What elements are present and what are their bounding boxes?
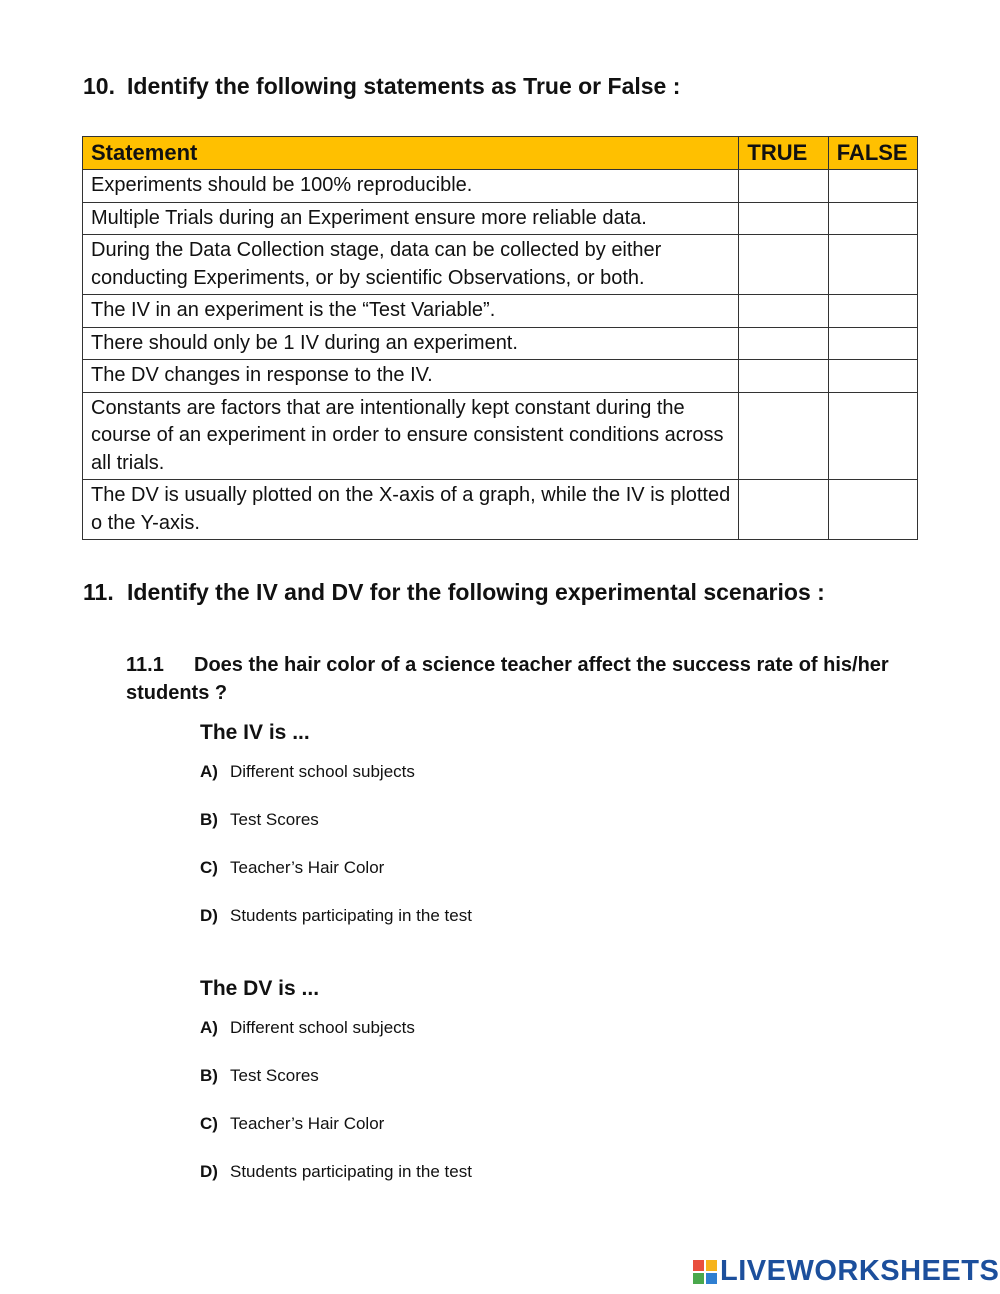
false-answer-cell[interactable]	[828, 235, 917, 295]
false-answer-cell[interactable]	[828, 202, 917, 235]
option-text: Test Scores	[230, 1066, 319, 1085]
sub-question-11-1	[126, 651, 956, 707]
dv-option-c[interactable]	[200, 1114, 384, 1134]
true-answer-cell[interactable]	[739, 170, 828, 203]
sub-question-number: 11.1	[126, 654, 164, 676]
iv-prompt: The IV is ...	[200, 721, 310, 744]
option-text: Different school subjects	[230, 1018, 415, 1037]
false-header: FALSE	[828, 137, 917, 170]
option-text: Different school subjects	[230, 762, 415, 781]
false-answer-cell[interactable]	[828, 327, 917, 360]
false-answer-cell[interactable]	[828, 392, 917, 480]
false-answer-cell[interactable]	[828, 170, 917, 203]
statement-cell: Experiments should be 100% reproducible.	[83, 170, 739, 203]
dv-prompt: The DV is ...	[200, 977, 320, 1000]
false-answer-cell[interactable]	[828, 295, 917, 328]
table-row	[83, 392, 918, 480]
option-text: Test Scores	[230, 810, 319, 829]
table-row	[83, 202, 918, 235]
dv-option-b[interactable]	[200, 1066, 319, 1086]
statement-header: Statement	[83, 137, 739, 170]
table-row	[83, 480, 918, 540]
statement-cell: The DV is usually plotted on the X-axis of a graph, while the IV is plotted o the Y-axis.	[83, 480, 739, 540]
iv-option-b[interactable]	[200, 810, 319, 830]
false-answer-cell[interactable]	[828, 480, 917, 540]
sub-question-text: Does the hair color of a science teacher affect the success rate of his/her students ?	[126, 654, 889, 704]
option-letter: A)	[200, 762, 218, 781]
true-answer-cell[interactable]	[739, 480, 828, 540]
table-row	[83, 235, 918, 295]
option-letter: B)	[200, 810, 218, 829]
logo-text: LIVEWORKSHEETS	[720, 1255, 1000, 1287]
question-11-title	[83, 579, 825, 606]
true-answer-cell[interactable]	[739, 392, 828, 480]
option-letter: D)	[200, 906, 218, 925]
true-header: TRUE	[739, 137, 828, 170]
question-text: Identify the following statements as True or False :	[127, 73, 681, 99]
table-row	[83, 327, 918, 360]
question-text: Identify the IV and DV for the following experimental scenarios :	[127, 579, 825, 605]
logo-blocks-icon	[693, 1260, 717, 1284]
iv-option-a[interactable]	[200, 762, 415, 782]
option-letter: D)	[200, 1162, 218, 1181]
option-text: Teacher’s Hair Color	[230, 858, 385, 877]
liveworksheets-logo	[693, 1255, 999, 1288]
statement-cell: The DV changes in response to the IV.	[83, 360, 739, 393]
statement-cell: The IV in an experiment is the “Test Variable”.	[83, 295, 739, 328]
table-row	[83, 295, 918, 328]
statement-cell: During the Data Collection stage, data can be collected by either conducting Experiments, or by scientific Observations, or both.	[83, 235, 739, 295]
table-row	[83, 360, 918, 393]
true-answer-cell[interactable]	[739, 295, 828, 328]
true-answer-cell[interactable]	[739, 327, 828, 360]
option-text: Students participating in the test	[230, 906, 472, 925]
true-answer-cell[interactable]	[739, 202, 828, 235]
statement-cell: There should only be 1 IV during an experiment.	[83, 327, 739, 360]
table-header-row	[83, 137, 918, 170]
false-answer-cell[interactable]	[828, 360, 917, 393]
option-letter: C)	[200, 858, 218, 877]
option-text: Teacher’s Hair Color	[230, 1114, 385, 1133]
true-answer-cell[interactable]	[739, 360, 828, 393]
question-10-title	[83, 73, 680, 100]
dv-option-d[interactable]	[200, 1162, 472, 1182]
table-row	[83, 170, 918, 203]
question-number: 10.	[83, 73, 115, 99]
option-text: Students participating in the test	[230, 1162, 472, 1181]
true-answer-cell[interactable]	[739, 235, 828, 295]
option-letter: B)	[200, 1066, 218, 1085]
dv-option-a[interactable]	[200, 1018, 415, 1038]
statement-cell: Multiple Trials during an Experiment ensure more reliable data.	[83, 202, 739, 235]
iv-option-c[interactable]	[200, 858, 384, 878]
option-letter: A)	[200, 1018, 218, 1037]
true-false-table	[82, 136, 918, 540]
question-number: 11.	[83, 579, 114, 605]
statement-cell: Constants are factors that are intentionally kept constant during the course of an experiment in order to ensure consistent conditions across all trials.	[83, 392, 739, 480]
iv-option-d[interactable]	[200, 906, 472, 926]
option-letter: C)	[200, 1114, 218, 1133]
